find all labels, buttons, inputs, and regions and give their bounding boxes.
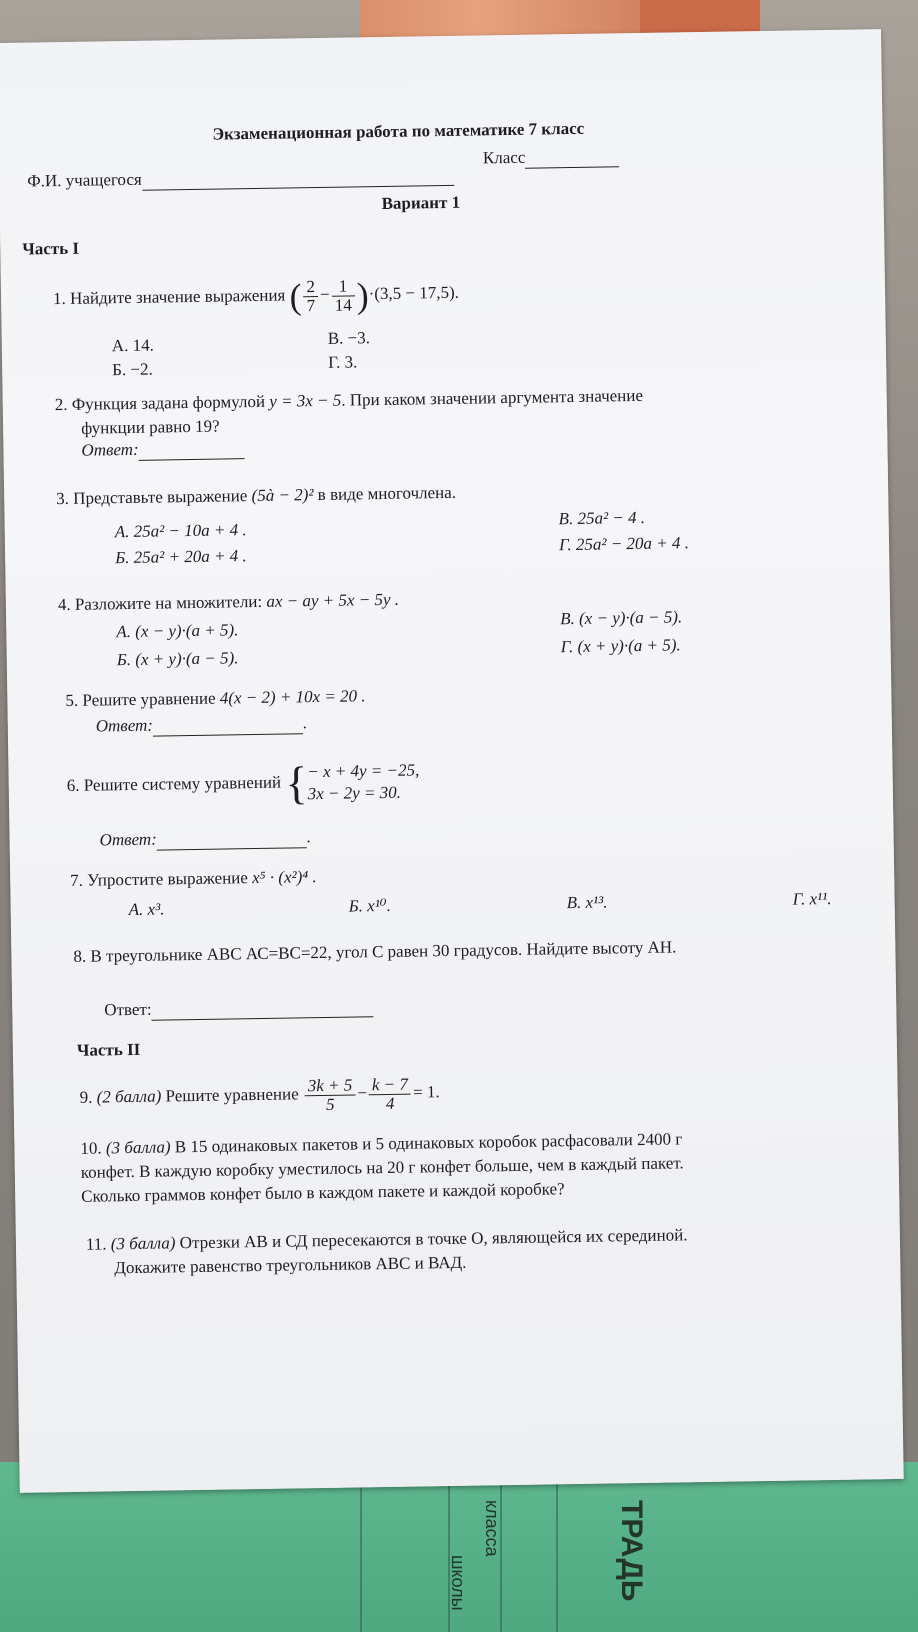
q5-answer-label: Ответ: — [95, 715, 154, 736]
notebook-label-class: класса — [482, 1500, 502, 1557]
question-8 — [73, 936, 676, 967]
q6-system — [307, 760, 420, 806]
q8-text: В треугольнике АВС АС=ВС=22, угол С равен 30 градусов. Найдите высоту АН. — [90, 937, 677, 966]
q9-text: Решите уравнение — [165, 1084, 299, 1106]
q6-equation-1: − x + 4y = −25, — [307, 760, 420, 782]
class-blank[interactable] — [525, 150, 619, 168]
q4-option-a: А. (x − y)·(a + 5). — [116, 620, 239, 642]
q10-line-3: Сколько граммов конфет было в каждом пакете и каждой коробке? — [81, 1179, 565, 1206]
q2-formula: y = 3x − 5 — [269, 390, 342, 411]
q9-points: (2 балла) — [96, 1086, 162, 1107]
q3-option-c: В. 25a² − 4 . — [558, 507, 646, 529]
q10-points: (3 балла) — [105, 1137, 171, 1158]
q5-answer-blank[interactable] — [153, 717, 303, 736]
q1-fraction-2: $\frac{1}{14}$ — [331, 277, 355, 314]
q5-answer[interactable]: Ответ: . — [95, 713, 308, 736]
q8-answer-blank[interactable] — [152, 1000, 374, 1020]
q2-line-2: функции равно 19? — [80, 416, 220, 438]
q9-tail: = 1. — [412, 1082, 440, 1102]
question-5 — [65, 685, 366, 712]
q4-number: 4. — [57, 594, 71, 615]
q4-option-b: Б. (x + y)·(a − 5). — [116, 648, 239, 670]
q4-option-d: Г. (x + y)·(a + 5). — [560, 635, 681, 657]
q9-fraction-2: $\frac{k - 7}{4}$ — [369, 1075, 412, 1113]
q6-number: 6. — [66, 775, 80, 795]
class-field[interactable] — [483, 145, 620, 169]
question-7 — [70, 866, 317, 892]
exam-sheet — [0, 29, 904, 1493]
notebook-rule — [556, 1470, 558, 1632]
student-name-blank[interactable] — [142, 169, 454, 191]
question-6 — [66, 752, 420, 814]
q6-text: Решите систему уравнений — [83, 772, 282, 795]
q7-option-c: В. x¹³. — [566, 892, 608, 913]
q2-answer-blank[interactable] — [139, 442, 245, 461]
q4-expression: ax − ay + 5x − 5y . — [266, 589, 400, 611]
part2-title: Часть II — [76, 1039, 141, 1060]
q1-paren-open: ( — [289, 276, 302, 317]
q4-text: Разложите на множители: — [74, 591, 263, 614]
q7-number: 7. — [70, 870, 84, 890]
q6-equation-2: 3x − 2y = 30. — [307, 782, 402, 804]
q1-tail: ·(3,5 − 17,5). — [368, 282, 460, 304]
q9-fraction-1: $\frac{3k + 5}{5}$ — [305, 1076, 356, 1114]
question-1: 1. Найдите значение выражения ( $\frac{2}{7}$ − $\frac{1}{14}$ )·(3,5 − 17,5). — [52, 275, 460, 317]
q1-fraction-1: $\frac{2}{7}$ — [303, 278, 318, 315]
q3-number: 3. — [56, 488, 70, 509]
q1-paren-close: ) — [356, 275, 369, 316]
variant-label: Вариант 1 — [381, 192, 461, 213]
q3-option-d: Г. 25a² − 20a + 4 . — [558, 533, 690, 555]
q1-option-b: Б. −2. — [112, 359, 153, 380]
q3-option-a: А. 25a² − 10a + 4 . — [114, 520, 247, 542]
q3-expression: (5à − 2)² — [251, 485, 314, 506]
q1-text: Найдите значение выражения — [69, 285, 286, 308]
q2-answer-label: Ответ: — [81, 439, 139, 460]
notebook-title: ТРАДЬ — [615, 1500, 648, 1602]
q8-answer[interactable] — [104, 995, 374, 1021]
q10-number: 10. — [80, 1138, 102, 1158]
part1-title: Часть I — [22, 238, 80, 259]
q2-number: 2. — [54, 394, 68, 415]
q9-number: 9. — [79, 1087, 93, 1107]
q11-line-2: Докажите равенство треугольников АВС и ВАД. — [114, 1252, 467, 1278]
exam-title: Экзаменационная работа по математике 7 класс — [212, 118, 585, 144]
question-2 — [55, 385, 644, 416]
q1-option-c: В. −3. — [327, 328, 371, 348]
q7-expression: x⁵ · (x²)⁴ . — [251, 867, 317, 888]
q6-answer-blank[interactable] — [157, 831, 307, 850]
q10-line-2: конфет. В каждую коробку уместилось на 20 г конфет больше, чем в каждый пакет. — [80, 1153, 684, 1182]
q1-number: 1. — [52, 288, 66, 309]
q7-text: Упростите выражение — [87, 868, 249, 890]
q6-answer[interactable]: Ответ: . — [99, 827, 312, 850]
q6-answer-label: Ответ: — [99, 829, 157, 850]
q10-line-1: В 15 одинаковых пакетов и 5 одинаковых коробок расфасовали 2400 г — [174, 1129, 683, 1157]
q2-text: Функция задана формулой — [71, 391, 266, 414]
q7-option-a: А. x³. — [128, 899, 165, 920]
q7-option-d: Г. x¹¹. — [792, 888, 832, 909]
question-4 — [58, 589, 399, 616]
q5-number: 5. — [65, 690, 79, 711]
q8-answer-label: Ответ: — [104, 999, 152, 1020]
q1-option-a: А. 14. — [111, 335, 155, 356]
q1-option-d: Г. 3. — [327, 352, 358, 372]
q3-text-2: в виде многочлена. — [317, 482, 457, 505]
q6-brace: { — [284, 757, 308, 809]
notebook-rule — [360, 1470, 362, 1632]
q11-number: 11. — [85, 1234, 107, 1254]
student-name-field[interactable] — [27, 164, 454, 193]
q2-text-2: . При каком значении аргумента значение — [341, 385, 644, 410]
q2-answer[interactable] — [81, 437, 245, 462]
class-label: Класс — [482, 147, 526, 168]
q7-option-b: Б. x¹⁰. — [348, 895, 392, 916]
question-3 — [56, 482, 456, 510]
q3-text: Представьте выражение — [73, 486, 248, 508]
q3-option-b: Б. 25a² + 20a + 4 . — [115, 546, 247, 568]
q11-line-1: Отрезки АВ и СД пересекаются в точке О, являющейся их серединой. — [179, 1225, 688, 1253]
student-name-label: Ф.И. учащегося — [27, 169, 142, 191]
question-9: 9. (2 балла) Решите уравнение $\frac{3k + 5}{5}$ − $\frac{k - 7}{4}$ = 1. — [79, 1074, 440, 1114]
notebook-label-school: школы — [448, 1555, 468, 1611]
q8-number: 8. — [73, 946, 87, 966]
question-11 — [86, 1224, 688, 1255]
q5-expression: 4(x − 2) + 10x = 20 . — [219, 686, 366, 708]
q4-option-c: В. (x − y)·(a − 5). — [560, 607, 683, 629]
q11-points: (3 балла) — [110, 1233, 176, 1254]
q5-text: Решите уравнение — [82, 688, 216, 710]
